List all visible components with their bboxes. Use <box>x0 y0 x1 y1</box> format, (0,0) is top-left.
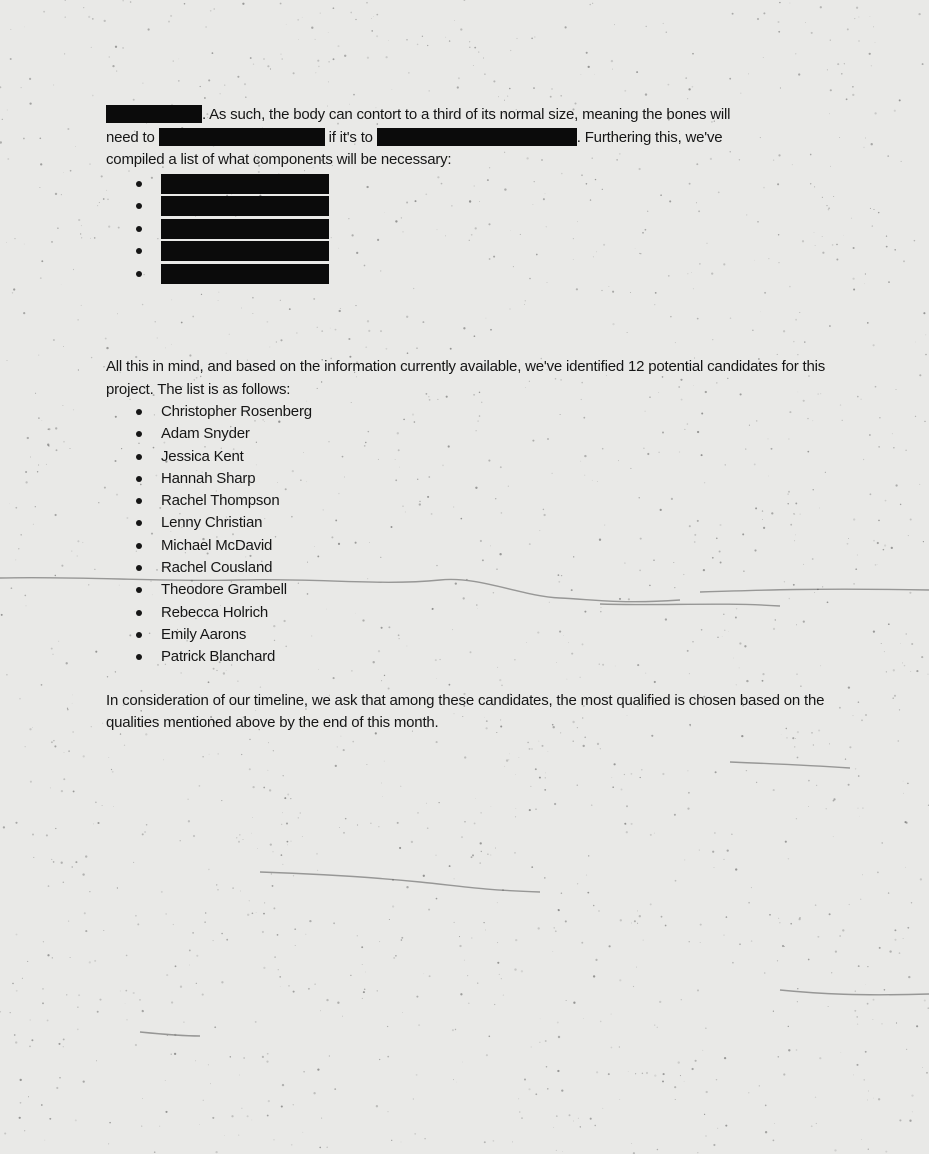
bullet <box>136 409 142 415</box>
redaction-bar <box>161 174 329 194</box>
document-page <box>106 104 826 735</box>
bullet <box>136 654 142 660</box>
bullet <box>136 543 142 549</box>
bullet <box>136 610 142 616</box>
bullet <box>136 476 142 482</box>
bullet <box>136 520 142 526</box>
candidate-list <box>106 401 826 669</box>
redaction-bar <box>161 264 329 284</box>
candidate-name: Christopher Rosenberg <box>161 403 312 420</box>
redaction-bar <box>161 241 329 261</box>
bullet <box>136 248 142 254</box>
bullet <box>136 431 142 437</box>
candidate-name: Lenny Christian <box>161 514 263 532</box>
candidate-name: Theodore Grambell <box>161 581 287 599</box>
redacted-list-item <box>106 173 826 196</box>
candidate-name: Adam Snyder <box>161 425 250 443</box>
closing-paragraph: In consideration of our timeline, we ask that among these candidates, the most qualified is chosen based on the qualities mentioned above by the end of this month. <box>106 691 825 732</box>
para1-text-d: . Furthering this, we've <box>576 128 723 146</box>
redaction-bar <box>161 196 329 216</box>
candidate-item <box>106 401 826 423</box>
candidate-item <box>106 646 826 668</box>
candidates-intro-paragraph: All this in mind, and based on the information currently available, we've identified 12 potential candidates for this project. The list is as follows: <box>106 358 826 398</box>
bullet <box>136 181 142 187</box>
candidate-name: Emily Aarons <box>161 625 247 643</box>
candidate-item <box>106 579 826 601</box>
candidate-item <box>106 468 826 490</box>
candidate-name: Jessica Kent <box>161 447 244 465</box>
para1-text-b: need to <box>106 128 155 146</box>
bullet <box>136 632 142 638</box>
candidate-item <box>106 535 826 557</box>
bullet <box>136 271 142 277</box>
candidate-name: Rachel Thompson <box>161 492 280 510</box>
candidate-item <box>106 423 826 445</box>
redacted-list-item <box>106 195 826 218</box>
redacted-list-item <box>106 218 826 241</box>
redaction-bar <box>377 128 577 146</box>
candidate-item <box>106 624 826 646</box>
candidate-item <box>106 446 826 468</box>
candidate-name: Patrick Blanchard <box>161 648 276 666</box>
bullet <box>136 203 142 209</box>
candidate-item <box>106 557 826 579</box>
candidate-name: Rachel Cousland <box>161 559 273 577</box>
candidate-name: Hannah Sharp <box>161 469 256 487</box>
redacted-list-item <box>106 240 826 263</box>
candidate-name: Rebecca Holrich <box>161 603 269 621</box>
redacted-components-list <box>106 173 826 286</box>
bullet <box>136 454 142 460</box>
redacted-list-item <box>106 263 826 286</box>
intro-paragraph <box>106 104 826 172</box>
candidate-item <box>106 602 826 624</box>
redaction-bar <box>159 128 325 146</box>
bullet <box>136 565 142 571</box>
candidate-item <box>106 490 826 512</box>
bullet <box>136 226 142 232</box>
redaction-bar <box>161 219 329 239</box>
candidate-item <box>106 512 826 534</box>
redaction-bar <box>106 105 202 123</box>
para1-text-c: if it's to <box>328 128 373 146</box>
para1-text-a: . As such, the body can contort to a third of its normal size, meaning the bones will <box>202 106 731 123</box>
bullet <box>136 587 142 593</box>
para1-text-e: compiled a list of what components will be necessary: <box>106 151 452 168</box>
bullet <box>136 498 142 504</box>
candidate-name: Michael McDavid <box>161 536 273 554</box>
